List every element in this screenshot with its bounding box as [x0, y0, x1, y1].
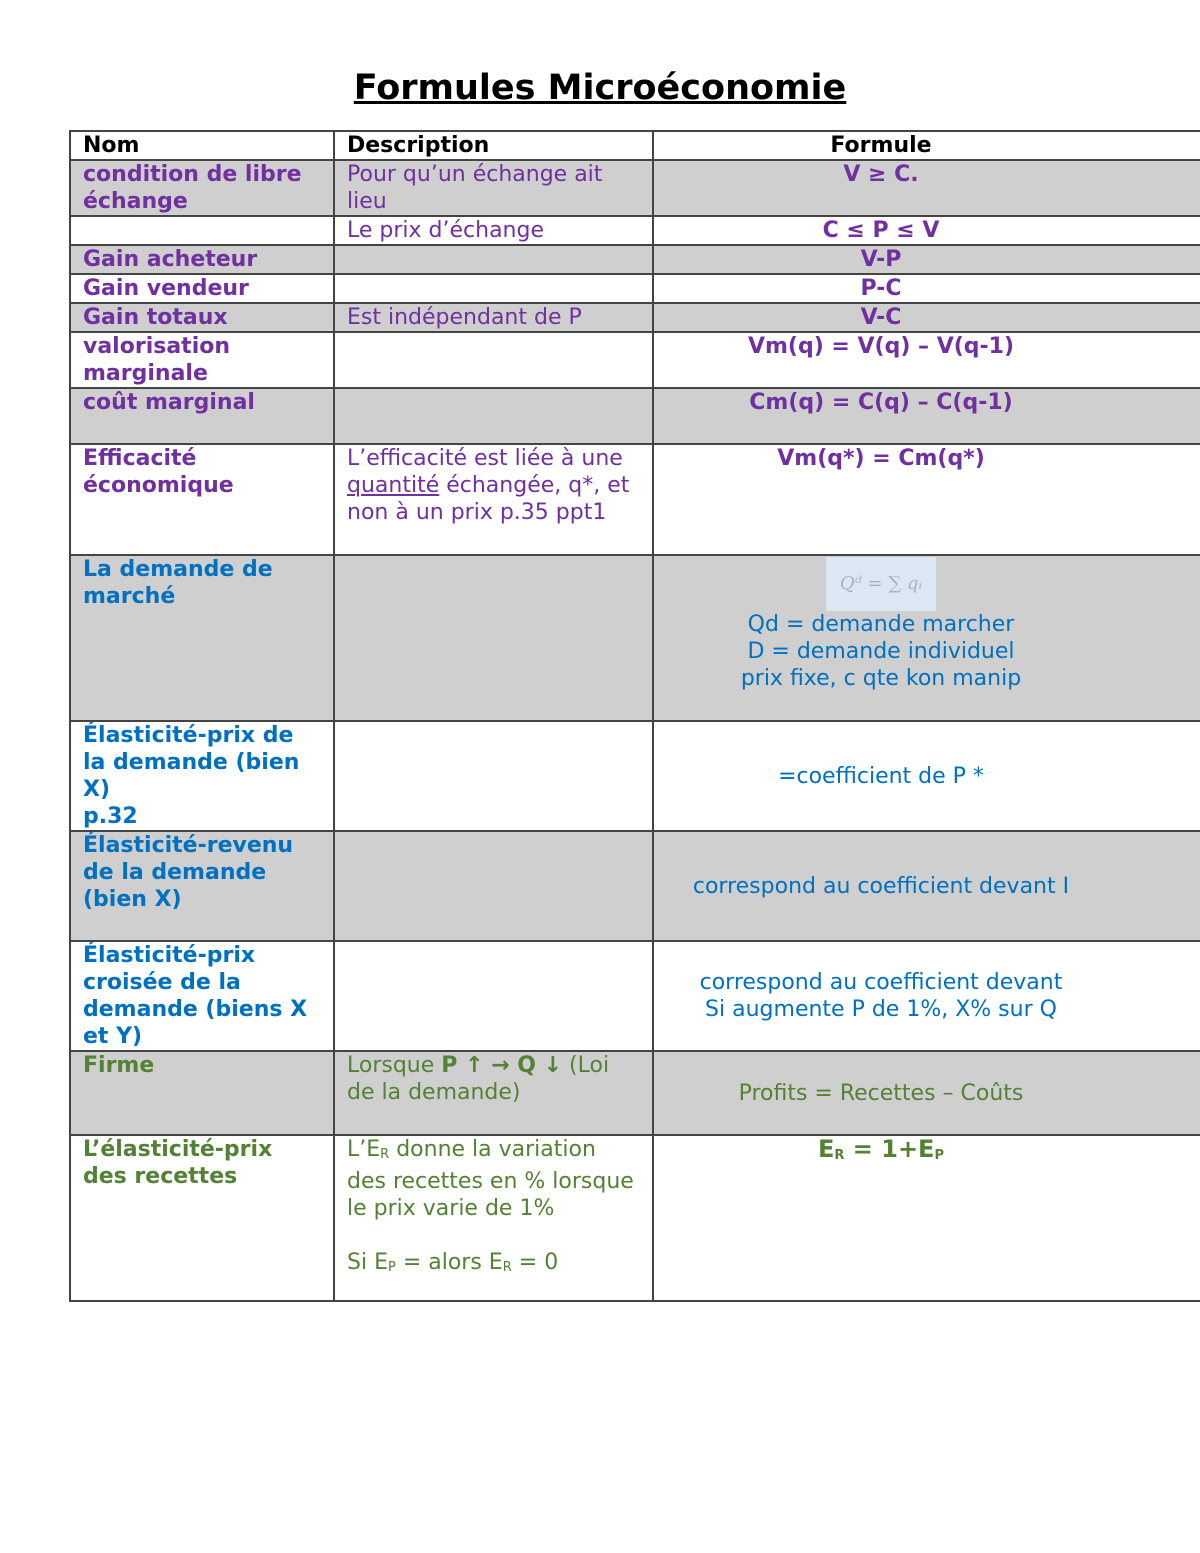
row-formule: $E_R = 1+E_P$ — [653, 1135, 1200, 1301]
row-description: Est indépendant de P — [334, 303, 653, 332]
description-paragraph: $L’E_R$ donne la variation des recettes en % lorsque le prix varie de 1% — [347, 1137, 634, 1221]
row-formule: Profits = Recettes – Coûts — [653, 1051, 1200, 1135]
table-row — [70, 388, 1200, 444]
header-nom: Nom — [70, 131, 334, 160]
row-formule: P-C — [653, 274, 1200, 303]
row-nom: coût marginal — [70, 388, 334, 444]
row-nom: La demande de marché — [70, 555, 334, 721]
row-nom — [70, 216, 334, 245]
row-formule: correspond au coefficient devant I — [653, 831, 1200, 941]
row-description — [334, 1135, 653, 1301]
row-description — [334, 444, 653, 555]
row-nom: Firme — [70, 1051, 334, 1135]
row-description — [334, 388, 653, 444]
row-description — [334, 245, 653, 274]
table-row — [70, 274, 1200, 303]
row-formule: C ≤ P ≤ V — [653, 216, 1200, 245]
sum-formula-image: Qᵈ = ∑ qᵢ — [826, 557, 936, 611]
page-title: Formules Microéconomie — [353, 68, 847, 108]
header-description: Description — [334, 131, 653, 160]
description-text: échangée, q*, et non à un prix p.35 ppt1 — [347, 473, 630, 525]
row-nom: condition de libre échange — [70, 160, 334, 216]
row-nom — [70, 721, 334, 831]
row-formule: =coefficient de P * — [653, 721, 1200, 831]
formule-line: prix fixe, c qte kon manip — [740, 666, 1022, 691]
table-row — [70, 216, 1200, 245]
nom-line: p.32 — [83, 804, 138, 829]
row-formule: V-P — [653, 245, 1200, 274]
row-description — [334, 721, 653, 831]
formule-line: Qd = demande marcher — [747, 612, 1015, 637]
description-underlined: quantité — [347, 473, 440, 498]
row-nom: Gain totaux — [70, 303, 334, 332]
row-description: Le prix d’échange — [334, 216, 653, 245]
row-description — [334, 941, 653, 1051]
row-nom: Élasticité-prix croisée de la demande (biens X et Y) — [70, 941, 334, 1051]
row-description — [334, 332, 653, 388]
formula-table — [69, 130, 1200, 1302]
table-header-row — [70, 131, 1200, 160]
table-row — [70, 555, 1200, 721]
row-nom: L’élasticité-prix des recettes — [70, 1135, 334, 1301]
row-formule: V ≥ C. — [653, 160, 1200, 216]
row-formule: Vm(q) = V(q) – V(q-1) — [653, 332, 1200, 388]
nom-line: Élasticité-prix de la demande (bien X) — [83, 723, 300, 802]
table-row — [70, 1051, 1200, 1135]
description-text: Lorsque — [347, 1053, 435, 1078]
row-description — [334, 831, 653, 941]
row-nom: Efficacité économique — [70, 444, 334, 555]
table-row — [70, 444, 1200, 555]
row-description — [334, 555, 653, 721]
row-formule — [653, 555, 1200, 721]
table-row — [70, 1135, 1200, 1301]
description-paragraph: Si $E_P$ = alors $E_R = 0$ — [347, 1250, 559, 1275]
table-row — [70, 160, 1200, 216]
formule-line: D = demande individuel — [747, 639, 1015, 664]
table-row — [70, 303, 1200, 332]
row-description — [334, 274, 653, 303]
table-row — [70, 941, 1200, 1051]
formule-line: Si augmente P de 1%, X% sur Q — [705, 997, 1057, 1022]
description-text: (Loi de la demande) — [347, 1053, 610, 1105]
table-row — [70, 831, 1200, 941]
table-row — [70, 332, 1200, 388]
row-formule: Cm(q) = C(q) – C(q-1) — [653, 388, 1200, 444]
row-nom: valorisation marginale — [70, 332, 334, 388]
description-text: L’efficacité est liée à une — [347, 446, 623, 471]
row-nom: Gain acheteur — [70, 245, 334, 274]
formule-line: correspond au coefficient devant — [699, 970, 1063, 995]
description-bold: P ↑ → Q ↓ — [441, 1053, 563, 1078]
row-description: Pour qu’un échange ait lieu — [334, 160, 653, 216]
row-nom: Élasticité-revenu de la demande (bien X) — [70, 831, 334, 941]
row-formule — [653, 941, 1200, 1051]
header-formule: Formule — [653, 131, 1200, 160]
row-formule: V-C — [653, 303, 1200, 332]
table-row — [70, 721, 1200, 831]
row-description — [334, 1051, 653, 1135]
table-row — [70, 245, 1200, 274]
row-nom: Gain vendeur — [70, 274, 334, 303]
row-formule: Vm(q*) = Cm(q*) — [653, 444, 1200, 555]
